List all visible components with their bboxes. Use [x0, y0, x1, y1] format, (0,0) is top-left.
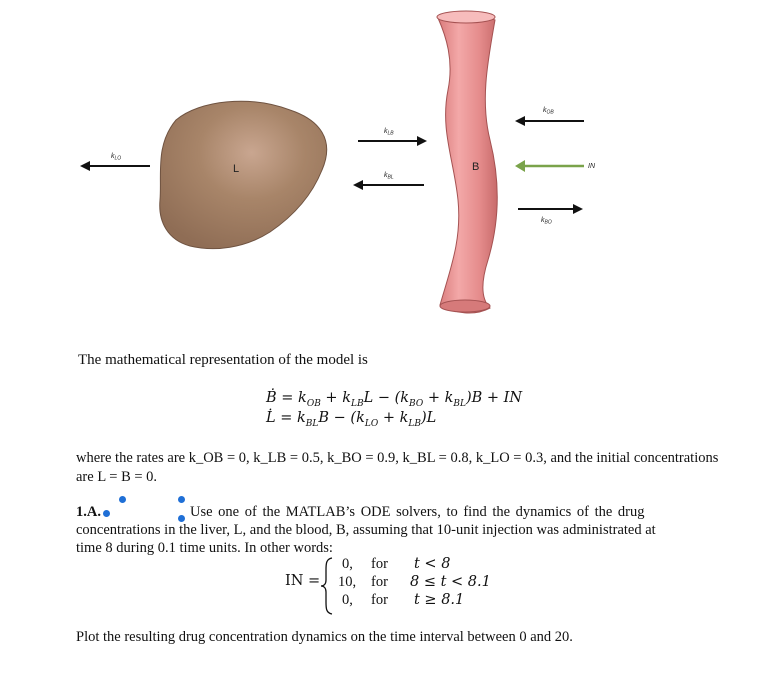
arrow-k-bl [353, 172, 424, 190]
intro-text: The mathematical representation of the model is [78, 352, 368, 368]
question-text-1: Use one of the MATLAB’s ODE solvers, to find the dynamics of the drug [190, 504, 645, 520]
arrow-k-lb [358, 128, 427, 146]
arrow-k-ob [515, 107, 584, 126]
svg-text:kBL: $k_{BL}$ [384, 172, 394, 181]
liver-shape [160, 101, 327, 248]
piecewise-lhs: IN = [285, 573, 321, 589]
piecewise-row-1-value: 0, [342, 556, 353, 572]
rates-line-2: are L = B = 0. [76, 469, 158, 485]
svg-text:kBO: $k_{BO}$ [541, 217, 552, 226]
svg-text:IN: IN [588, 163, 595, 170]
svg-text:kLB: $k_{LB}$ [384, 128, 394, 137]
svg-text:kOB: $k_{OB}$ [543, 107, 554, 116]
selection-handle-top-left[interactable] [119, 496, 126, 503]
liver-label: L [233, 163, 240, 175]
selection-handle-left[interactable] [103, 510, 110, 517]
blood-label: B [472, 161, 480, 173]
equation-l-dot: L̇ = $k_{BL}B - (k_{LO} + k_{LB})L$ [266, 410, 437, 429]
vessel-top-opening [437, 11, 495, 23]
question-text-3: time 8 during 0.1 time units. In other words: [76, 540, 333, 556]
plot-instruction: Plot the resulting drug concentration dynamics on the time interval between 0 and 20. [76, 629, 573, 645]
svg-text:kLO: $k_{LO}$ [111, 153, 122, 162]
arrow-k-bo [518, 204, 583, 226]
piecewise-row-2-cond: 8 ≤ t < 8.1 [410, 574, 491, 590]
piecewise-row-3-for: for [371, 592, 388, 608]
piecewise-row-2-value: 10, [338, 574, 357, 590]
piecewise-row-1-cond: t < 8 [414, 556, 451, 572]
piecewise-row-3-cond: t ≥ 8.1 [414, 592, 465, 608]
piecewise-row-2-for: for [371, 574, 388, 590]
arrow-k-lo [80, 153, 150, 171]
selection-handle-top-right[interactable] [178, 496, 185, 503]
question-label: 1.A. [76, 504, 101, 520]
rates-line-1: where the rates are k_OB = 0, k_LB = 0.5, k_BO = 0.9, k_BL = 0.8, k_LO = 0.3, and the initial concentrations [76, 450, 719, 466]
piecewise-row-3-value: 0, [342, 592, 353, 608]
question-text-2: concentrations in the liver, L, and the blood, B, assuming that 10-unit injection was administrated at [76, 522, 656, 538]
piecewise-row-1-for: for [371, 556, 388, 572]
piecewise-brace [319, 556, 335, 616]
arrow-in [515, 160, 596, 172]
equation-b-dot: Ḃ = $k_{OB} + k_{LB}L - (k_{BO} + k_{BL})B$ + IN [266, 390, 523, 409]
vessel-bottom-opening [440, 300, 490, 312]
blood-vessel-shape [438, 14, 497, 313]
